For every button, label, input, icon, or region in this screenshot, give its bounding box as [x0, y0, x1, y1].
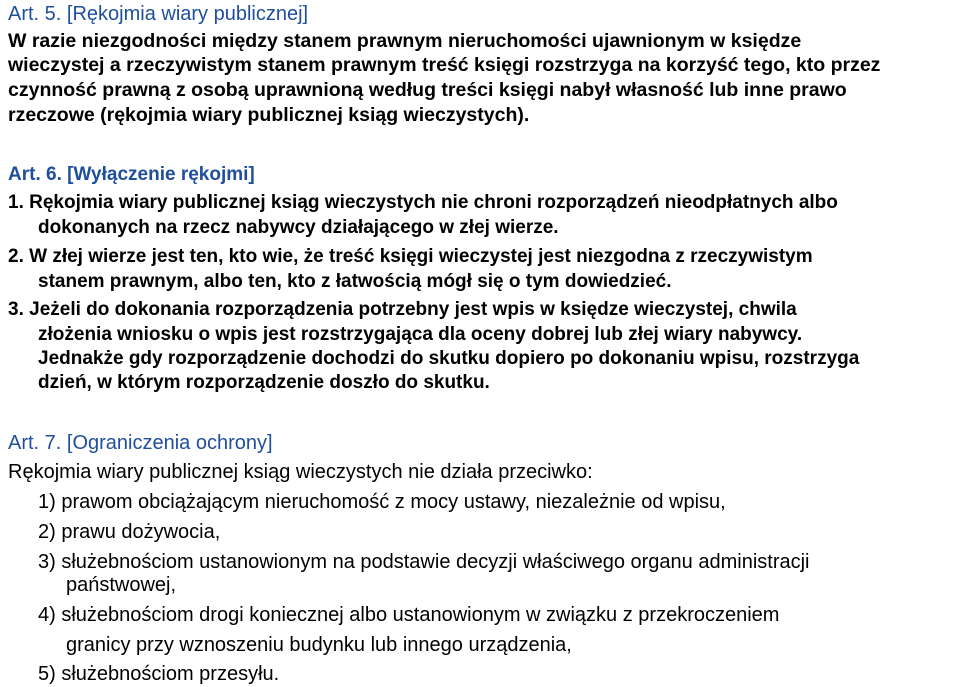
art6-p1-line-2: dokonanych na rzecz nabywcy działającego w złej wierze. [38, 217, 559, 238]
art6-p2-line-2: stanem prawnym, albo ten, kto z łatwością mógł się o tym dowiedzieć. [38, 271, 672, 292]
art6-p3-line-1: 3. Jeżeli do dokonania rozporządzenia potrzebny jest wpis w księdze wieczystej, chwila [8, 299, 797, 320]
art6-p1-line-1: 1. Rękojmia wiary publicznej ksiąg wieczystych nie chroni rozporządzeń nieodpłatnych albo [8, 192, 838, 213]
art6-heading: Art. 6. [Wyłączenie rękojmi] [8, 164, 255, 185]
art5-heading: Art. 5. [Rękojmia wiary publicznej] [8, 3, 309, 25]
art7-item-4-line-1: 4) służebnościom drogi koniecznej albo ustanowionym w związku z przekroczeniem [38, 604, 780, 626]
art5-line-3: czynność prawną z osobą uprawnioną według treści księgi nabył własność lub inne prawo [8, 79, 847, 101]
art7-intro: Rękojmia wiary publicznej ksiąg wieczystych nie działa przeciwko: [8, 461, 593, 483]
art7-item-4-line-2: granicy przy wznoszeniu budynku lub innego urządzenia, [66, 634, 572, 656]
art7-item-3-line-2: państwowej, [66, 574, 177, 596]
art7-item-2: 2) prawu dożywocia, [38, 521, 221, 543]
art5-line-4: rzeczowe (rękojmia wiary publicznej ksiąg wieczystych). [8, 104, 530, 126]
art7-item-3-line-1: 3) służebnościom ustanowionym na podstawie decyzji właściwego organu administracji [38, 551, 810, 573]
art6-p3-line-3: Jednakże gdy rozporządzenie dochodzi do skutku dopiero po dokonaniu wpisu, rozstrzyga [38, 348, 860, 369]
art5-line-1: W razie niezgodności między stanem prawnym nieruchomości ujawnionym w księdze [8, 30, 802, 52]
art5-line-2: wieczystej a rzeczywistym stanem prawnym treść księgi rozstrzyga na korzyść tego, kto przez [8, 54, 881, 76]
art6-p2-line-1: 2. W złej wierze jest ten, kto wie, że treść księgi wieczystej jest niezgodna z rzeczywistym [8, 246, 813, 267]
art6-p3-line-2: złożenia wniosku o wpis jest rozstrzygająca dla oceny dobrej lub złej wiary nabywcy. [38, 324, 803, 345]
art7-item-5: 5) służebnościom przesyłu. [38, 663, 280, 685]
art6-p3-line-4: dzień, w którym rozporządzenie doszło do skutku. [38, 372, 490, 393]
art7-item-1: 1) prawom obciążającym nieruchomość z mocy ustawy, niezależnie od wpisu, [38, 491, 726, 513]
art7-heading: Art. 7. [Ograniczenia ochrony] [8, 432, 273, 454]
